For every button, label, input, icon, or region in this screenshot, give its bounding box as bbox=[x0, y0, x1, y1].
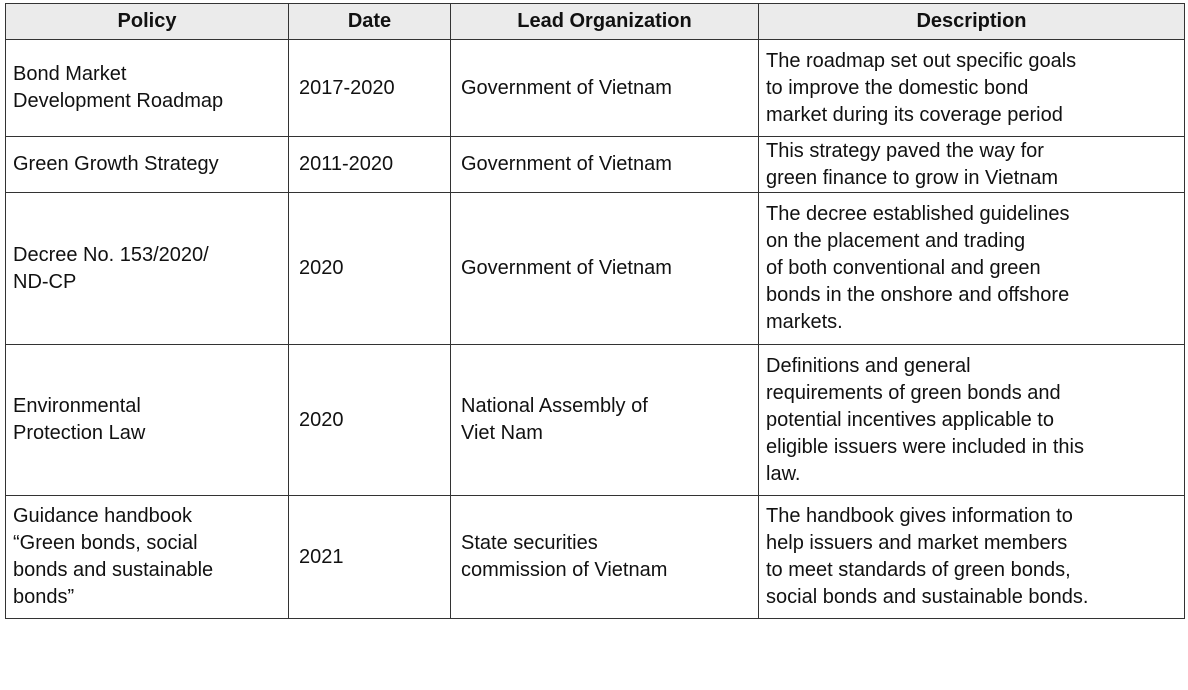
header-date: Date bbox=[289, 4, 451, 40]
description-cell: This strategy paved the way for green finance to grow in Vietnam bbox=[759, 137, 1185, 193]
date-cell: 2021 bbox=[289, 496, 451, 619]
policy-cell: Environmental Protection Law bbox=[6, 345, 289, 496]
table-body bbox=[6, 40, 1185, 619]
lead-organization-cell: Government of Vietnam bbox=[451, 137, 759, 193]
table-row bbox=[6, 496, 1185, 619]
policy-cell: Guidance handbook “Green bonds, social bonds and sustainable bonds” bbox=[6, 496, 289, 619]
policy-cell: Decree No. 153/2020/ ND-CP bbox=[6, 193, 289, 345]
table-row bbox=[6, 137, 1185, 193]
date-cell: 2020 bbox=[289, 193, 451, 345]
policy-cell: Green Growth Strategy bbox=[6, 137, 289, 193]
lead-organization-cell: National Assembly of Viet Nam bbox=[451, 345, 759, 496]
table-row bbox=[6, 40, 1185, 137]
description-cell: Definitions and general requirements of green bonds and potential incentives applicable to eligible issuers were included in this law. bbox=[759, 345, 1185, 496]
lead-organization-cell: Government of Vietnam bbox=[451, 40, 759, 137]
description-cell: The decree established guidelines on the placement and trading of both conventional and green bonds in the onshore and offshore markets. bbox=[759, 193, 1185, 345]
table-header bbox=[6, 4, 1185, 40]
policy-table bbox=[5, 3, 1185, 619]
date-cell: 2020 bbox=[289, 345, 451, 496]
policy-cell: Bond Market Development Roadmap bbox=[6, 40, 289, 137]
description-cell: The roadmap set out specific goals to improve the domestic bond market during its coverage period bbox=[759, 40, 1185, 137]
header-lead-organization: Lead Organization bbox=[451, 4, 759, 40]
lead-organization-cell: State securities commission of Vietnam bbox=[451, 496, 759, 619]
table-row bbox=[6, 193, 1185, 345]
table-row bbox=[6, 345, 1185, 496]
description-cell: The handbook gives information to help issuers and market members to meet standards of green bonds, social bonds and sustainable bonds. bbox=[759, 496, 1185, 619]
date-cell: 2017-2020 bbox=[289, 40, 451, 137]
header-description: Description bbox=[759, 4, 1185, 40]
date-cell: 2011-2020 bbox=[289, 137, 451, 193]
header-row bbox=[6, 4, 1185, 40]
header-policy: Policy bbox=[6, 4, 289, 40]
lead-organization-cell: Government of Vietnam bbox=[451, 193, 759, 345]
